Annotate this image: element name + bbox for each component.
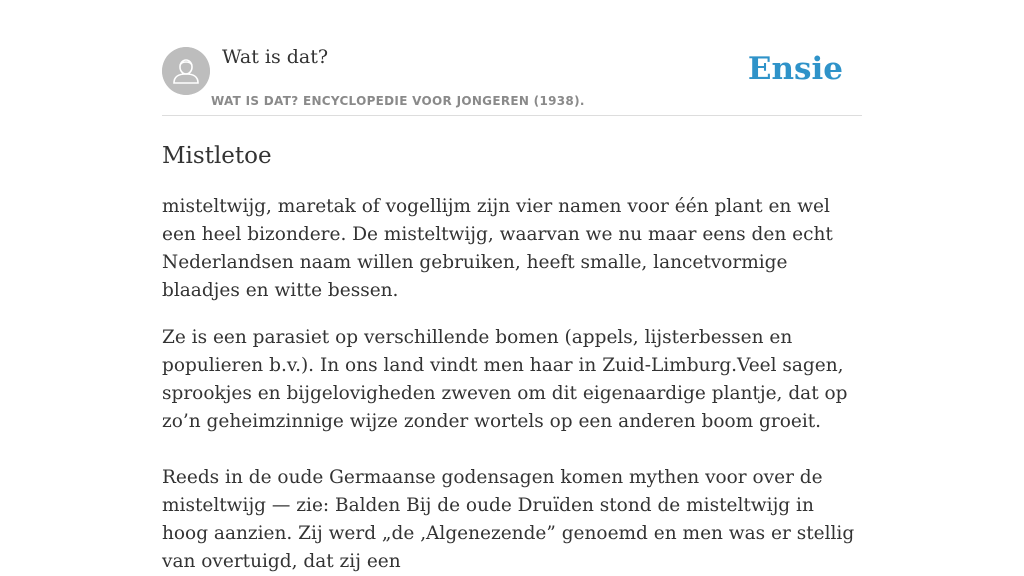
brand-logo[interactable]: Ensie <box>747 51 843 87</box>
source-header <box>162 0 862 116</box>
source-title[interactable]: Wat is dat? <box>222 46 329 68</box>
article-title: Mistletoe <box>162 143 272 169</box>
page <box>162 0 862 576</box>
article-paragraph: Reeds in de oude Germaanse godensagen komen mythen voor over de misteltwijg — zie: Balden Bij de oude Druïden stond de misteltwijg in hoog aanzien. Zij werd „de ‚Algenezende” genoemd en men was er stellig van overtuigd, dat zij een <box>162 467 855 572</box>
article-paragraph: Ze is een parasiet op verschillende bomen (appels, lijsterbessen en populieren b.v.). In ons land vindt men haar in Zuid-Limburg.Veel sagen, sprookjes en bijgelovigheden zweven om dit eigenaardige plantje, dat op zo’n geheimzinnige wijze zonder wortels op een anderen boom groeit. <box>162 327 848 432</box>
user-silhouette-icon[interactable] <box>162 47 210 95</box>
source-subtitle[interactable]: WAT IS DAT? ENCYCLOPEDIE VOOR JONGEREN (1938). <box>211 94 585 108</box>
article-paragraph: misteltwijg, maretak of vogellijm zijn vier namen voor één plant en wel een heel bizondere. De misteltwijg, waarvan we nu maar eens den echt Nederlandsen naam willen gebruiken, heeft smalle, lancetvormige blaadjes en witte bessen. <box>162 196 833 301</box>
